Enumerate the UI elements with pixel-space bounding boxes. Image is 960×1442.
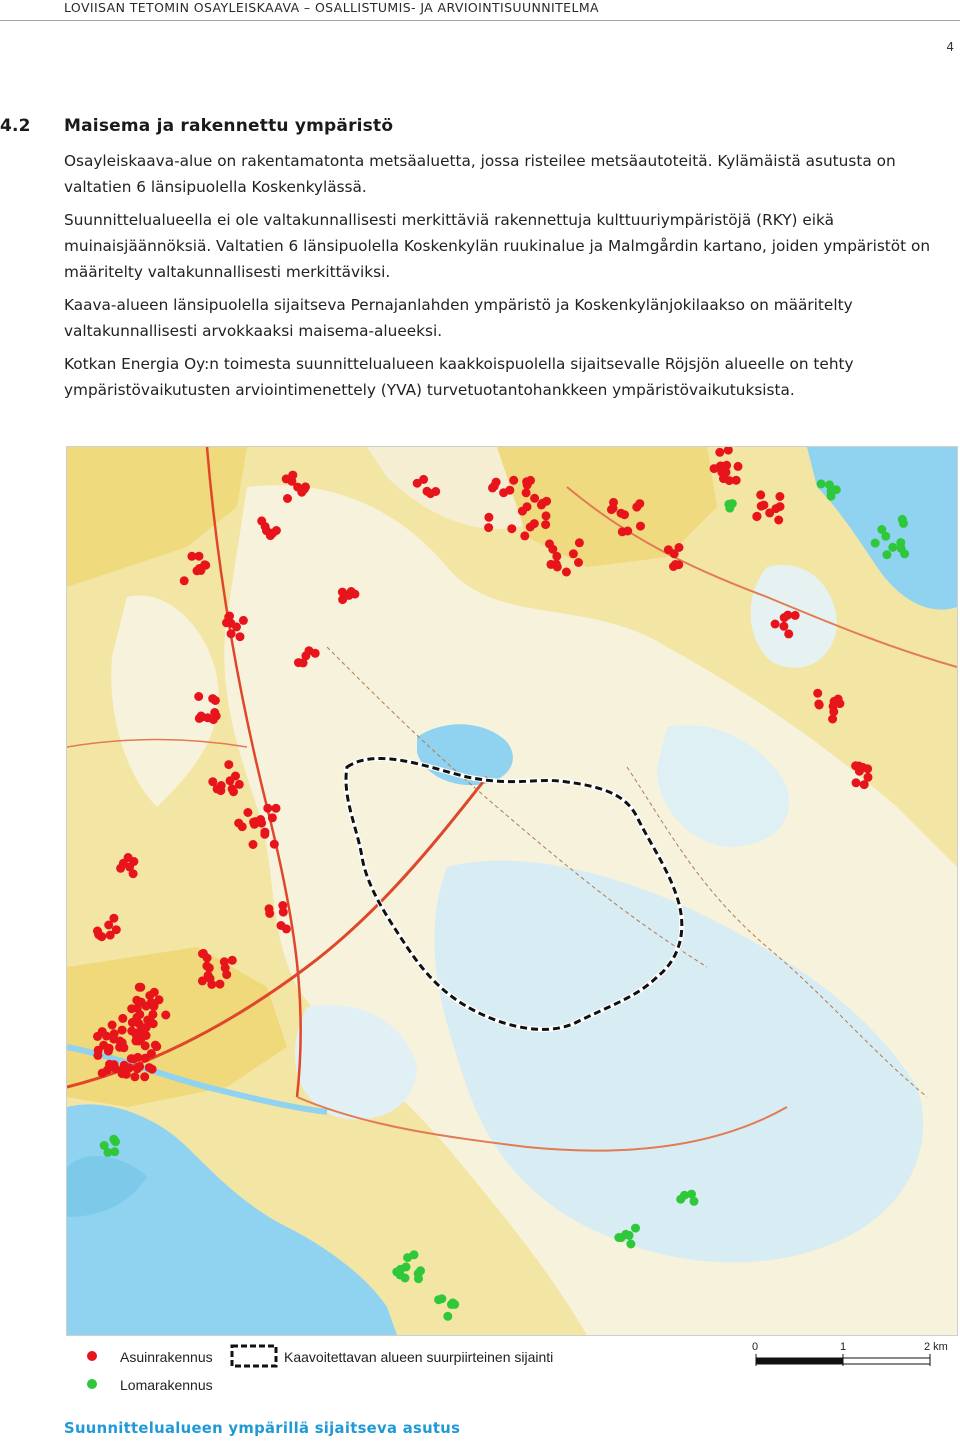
scale-label-2km: 2 km xyxy=(924,1341,948,1353)
residential-dot-icon xyxy=(518,507,527,516)
document-header: LOVIISAN TETOMIN OSAYLEISKAAVA – OSALLISTUMIS- JA ARVIOINTISUUNNITELMA xyxy=(64,0,599,15)
residential-dot-icon xyxy=(299,658,308,667)
residential-dot-icon xyxy=(484,523,493,532)
residential-dot-icon xyxy=(771,620,780,629)
holiday-dot-icon xyxy=(617,1233,626,1242)
residential-dot-icon xyxy=(753,512,762,521)
legend-holiday-label: Lomarakennus xyxy=(120,1377,213,1393)
residential-dot-icon xyxy=(198,713,207,722)
holiday-dot-icon xyxy=(416,1266,425,1275)
residential-dot-icon xyxy=(574,558,583,567)
residential-dot-icon xyxy=(279,908,288,917)
residential-dot-icon xyxy=(155,995,164,1004)
residential-dot-icon xyxy=(104,921,113,930)
section-number: 4.2 xyxy=(0,116,31,136)
residential-dot-icon xyxy=(814,700,823,709)
residential-dot-icon xyxy=(265,909,274,918)
residential-dot-icon xyxy=(791,611,800,620)
residential-dot-icon xyxy=(132,996,141,1005)
paragraph-4: Kotkan Energia Oy:n toimesta suunnittelualueen kaakkoispuolella sijaitsevalle Röjsjön alueelle on tehty ympäristövaikutusten arviointimenettely (YVA) turvetuotantohankkeen ympäristövaikutuksista. xyxy=(64,355,854,399)
residential-dot-icon xyxy=(283,494,292,503)
residential-dot-icon xyxy=(282,924,291,933)
residential-dot-icon xyxy=(828,715,837,724)
residential-dot-icon xyxy=(208,777,217,786)
residential-dot-icon xyxy=(136,983,145,992)
residential-dot-icon xyxy=(569,549,578,558)
residential-dot-icon xyxy=(135,1010,144,1019)
page-number: 4 xyxy=(946,40,954,54)
residential-dot-icon xyxy=(212,712,221,721)
residential-dot-icon xyxy=(262,526,271,535)
residential-dot-icon xyxy=(249,840,258,849)
residential-dot-icon xyxy=(784,629,793,638)
holiday-dot-icon xyxy=(111,1137,120,1146)
residential-dot-icon xyxy=(338,588,347,597)
residential-dot-icon xyxy=(530,494,539,503)
residential-dot-icon xyxy=(774,516,783,525)
legend-boundary-label: Kaavoitettavan alueen suurpiirteinen sijainti xyxy=(284,1349,554,1365)
scale-label-1: 1 xyxy=(840,1341,847,1353)
residential-dot-icon xyxy=(116,864,125,873)
residential-dot-icon xyxy=(107,1061,116,1070)
residential-dot-icon xyxy=(236,632,245,641)
residential-dot-icon xyxy=(522,477,531,486)
residential-dot-icon xyxy=(127,1054,136,1063)
residential-dot-icon xyxy=(226,776,235,785)
residential-dot-icon xyxy=(239,616,248,625)
residential-dot-icon xyxy=(143,1016,152,1025)
residential-dot-icon xyxy=(120,1061,129,1070)
residential-dot-icon xyxy=(499,488,508,497)
residential-dot-icon xyxy=(530,519,539,528)
residential-dot-icon xyxy=(257,819,266,828)
residential-dot-icon xyxy=(260,828,269,837)
residential-dot-icon xyxy=(538,499,547,508)
residential-dot-icon xyxy=(305,646,314,655)
scale-label-0: 0 xyxy=(752,1341,759,1353)
residential-dot-icon xyxy=(206,974,215,983)
residential-dot-icon xyxy=(228,956,237,965)
residential-dot-icon xyxy=(205,963,214,972)
residential-dot-icon xyxy=(129,857,138,866)
residential-dot-icon xyxy=(203,954,212,963)
residential-dot-icon xyxy=(97,932,106,941)
residential-dot-icon xyxy=(93,1051,102,1060)
boundary-dash-icon xyxy=(232,1346,276,1366)
residential-dot-icon xyxy=(757,502,766,511)
section-heading xyxy=(0,116,393,136)
residential-dot-icon xyxy=(200,560,209,569)
residential-dot-icon xyxy=(118,1014,127,1023)
settlement-map xyxy=(66,446,958,1336)
holiday-dot-icon xyxy=(447,1300,456,1309)
figure-caption: Suunnittelualueen ympärillä sijaitseva asutus xyxy=(64,1420,461,1437)
holiday-dot-icon xyxy=(817,479,826,488)
residential-dot-icon xyxy=(542,511,551,520)
residential-dot-icon xyxy=(108,1021,117,1030)
residential-dot-icon xyxy=(522,488,531,497)
residential-dot-icon xyxy=(243,808,252,817)
residential-dot-icon xyxy=(541,520,550,529)
residential-dot-icon xyxy=(813,689,822,698)
residential-dot-icon xyxy=(520,531,529,540)
holiday-dot-icon xyxy=(626,1240,635,1249)
residential-dot-icon xyxy=(152,1042,161,1051)
residential-dot-icon xyxy=(208,694,217,703)
residential-dot-icon xyxy=(118,1026,127,1035)
header-rule xyxy=(0,20,960,21)
holiday-dot-icon xyxy=(103,1148,112,1157)
residential-dot-icon xyxy=(715,448,724,457)
legend-residential-label: Asuinrakennus xyxy=(120,1349,213,1365)
holiday-dot-icon xyxy=(414,1274,423,1283)
paragraph-3: Kaava-alueen länsipuolella sijaitseva Pernajanlahden ympäristö ja Koskenkylänjokilaakso on määritelty valtakunnallisesti arvokkaaksi maisema-alueeksi. xyxy=(64,296,853,340)
residential-dot-icon xyxy=(187,552,196,561)
residential-dot-icon xyxy=(110,1029,119,1038)
residential-dot-icon xyxy=(221,963,230,972)
residential-dot-icon xyxy=(263,804,272,813)
holiday-dot-icon xyxy=(87,1379,97,1389)
section-title: Maisema ja rakennettu ympäristö xyxy=(64,116,394,136)
residential-dot-icon xyxy=(860,780,869,789)
residential-dot-icon xyxy=(775,492,784,501)
paragraph-1: Osayleiskaava-alue on rakentamatonta metsäaluetta, jossa risteilee metsäautoteitä. Kylämäistä asutusta on valtatien 6 länsipuolella Koskenkylässä. xyxy=(64,152,896,196)
holiday-dot-icon xyxy=(896,538,905,547)
residential-dot-icon xyxy=(127,1004,136,1013)
residential-dot-icon xyxy=(117,1038,126,1047)
residential-dot-icon xyxy=(128,1018,137,1027)
residential-dot-icon xyxy=(131,1036,140,1045)
residential-dot-icon xyxy=(141,1054,150,1063)
residential-dot-icon xyxy=(234,819,243,828)
residential-dot-icon xyxy=(235,780,244,789)
holiday-dot-icon xyxy=(410,1250,419,1259)
residential-dot-icon xyxy=(180,576,189,585)
residential-dot-icon xyxy=(141,1041,150,1050)
residential-dot-icon xyxy=(300,485,309,494)
residential-dot-icon xyxy=(140,1072,149,1081)
holiday-dot-icon xyxy=(888,543,897,552)
holiday-dot-icon xyxy=(631,1224,640,1233)
holiday-dot-icon xyxy=(827,492,836,501)
residential-dot-icon xyxy=(129,869,138,878)
body-text xyxy=(64,148,956,410)
residential-dot-icon xyxy=(112,925,121,934)
map-legend xyxy=(66,1336,956,1400)
residential-dot-icon xyxy=(217,781,226,790)
residential-dot-icon xyxy=(270,840,279,849)
residential-dot-icon xyxy=(830,697,839,706)
residential-dot-icon xyxy=(104,1047,113,1056)
residential-dot-icon xyxy=(553,562,562,571)
residential-dot-icon xyxy=(227,629,236,638)
residential-dot-icon xyxy=(215,980,224,989)
residential-dot-icon xyxy=(98,1069,107,1078)
residential-dot-icon xyxy=(272,526,281,535)
residential-dot-icon xyxy=(852,778,861,787)
residential-dot-icon xyxy=(130,1072,139,1081)
residential-dot-icon xyxy=(147,998,156,1007)
holiday-dot-icon xyxy=(899,519,908,528)
residential-dot-icon xyxy=(609,504,618,513)
holiday-dot-icon xyxy=(877,525,886,534)
residential-dot-icon xyxy=(632,503,641,512)
residential-dot-icon xyxy=(249,818,258,827)
residential-dot-icon xyxy=(765,508,774,517)
residential-dot-icon xyxy=(135,1062,144,1071)
residential-dot-icon xyxy=(288,471,297,480)
residential-dot-icon xyxy=(413,479,422,488)
holiday-dot-icon xyxy=(871,539,880,548)
scale-bar xyxy=(752,1341,948,1366)
residential-dot-icon xyxy=(87,1351,97,1361)
residential-dot-icon xyxy=(562,568,571,577)
residential-dot-icon xyxy=(734,462,743,471)
residential-dot-icon xyxy=(488,483,497,492)
residential-dot-icon xyxy=(671,560,680,569)
residential-dot-icon xyxy=(224,760,233,769)
holiday-dot-icon xyxy=(882,550,891,559)
residential-dot-icon xyxy=(507,524,516,533)
residential-dot-icon xyxy=(509,476,518,485)
residential-dot-icon xyxy=(719,474,728,483)
legend-drawing xyxy=(66,1336,956,1400)
residential-dot-icon xyxy=(272,804,281,813)
residential-dot-icon xyxy=(575,538,584,547)
residential-dot-icon xyxy=(863,764,872,773)
holiday-dot-icon xyxy=(443,1312,452,1321)
residential-dot-icon xyxy=(161,1011,170,1020)
residential-dot-icon xyxy=(545,539,554,548)
residential-dot-icon xyxy=(664,545,673,554)
holiday-dot-icon xyxy=(825,480,834,489)
residential-dot-icon xyxy=(732,476,741,485)
holiday-dot-icon xyxy=(900,549,909,558)
residential-dot-icon xyxy=(716,462,725,471)
residential-dot-icon xyxy=(225,612,234,621)
holiday-dot-icon xyxy=(396,1265,405,1274)
residential-dot-icon xyxy=(122,1070,131,1079)
paragraph-2: Suunnittelualueella ei ole valtakunnallisesti merkittäviä rakennettuja kulttuuriympäristöjä (RKY) eikä muinaisjäännöksiä. Valtatien 6 länsipuolella Koskenkylän ruukinalue ja Malmgårdin kartano, joiden ympäristöt on määritelty valtakunnallisesti merkittäviksi. xyxy=(64,211,931,281)
residential-dot-icon xyxy=(620,510,629,519)
residential-dot-icon xyxy=(484,513,493,522)
residential-dot-icon xyxy=(756,490,765,499)
residential-dot-icon xyxy=(779,622,788,631)
residential-dot-icon xyxy=(194,692,203,701)
residential-dot-icon xyxy=(636,522,645,531)
residential-dot-icon xyxy=(423,487,432,496)
residential-dot-icon xyxy=(93,1032,102,1041)
residential-dot-icon xyxy=(618,527,627,536)
residential-dot-icon xyxy=(148,1065,157,1074)
holiday-dot-icon xyxy=(680,1191,689,1200)
holiday-dot-icon xyxy=(728,499,737,508)
holiday-dot-icon xyxy=(434,1295,443,1304)
residential-dot-icon xyxy=(552,552,561,561)
residential-dot-icon xyxy=(268,813,277,822)
map-drawing xyxy=(67,447,957,1335)
residential-dot-icon xyxy=(854,762,863,771)
